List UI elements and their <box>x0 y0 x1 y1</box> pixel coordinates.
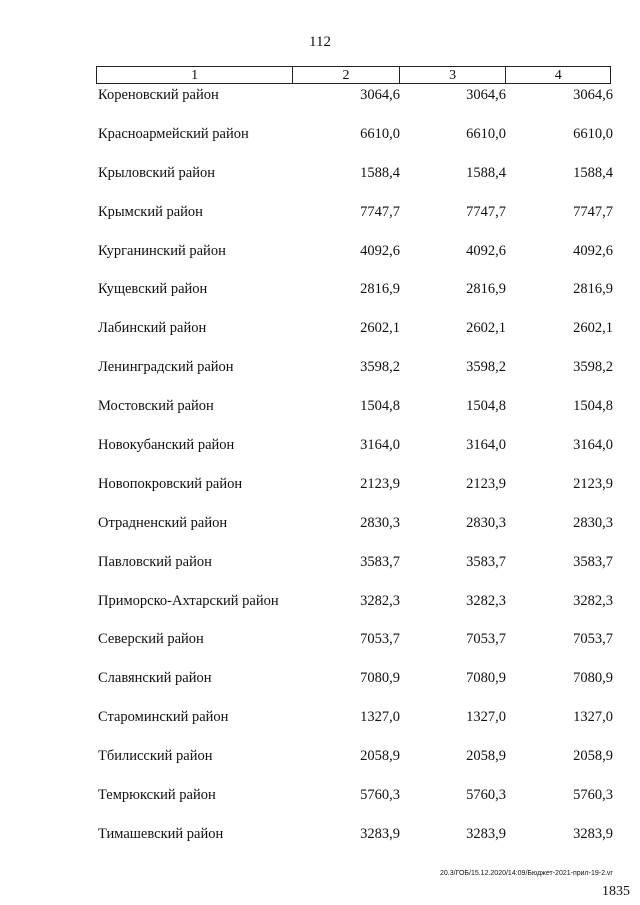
row-value-col2: 7053,7 <box>360 631 400 648</box>
row-value-col3: 2830,3 <box>466 514 506 531</box>
row-value-col2: 7747,7 <box>360 203 400 220</box>
row-value-col2: 3064,6 <box>360 87 400 103</box>
row-value-col2: 2058,9 <box>360 748 400 765</box>
row-value-col3: 3164,0 <box>466 437 506 454</box>
row-value-col4: 1588,4 <box>573 164 613 181</box>
table-row <box>0 317 640 356</box>
table-body <box>0 84 640 862</box>
row-value-col4: 4092,6 <box>573 242 613 259</box>
table-row <box>0 434 640 473</box>
row-name: Новокубанский район <box>98 437 235 454</box>
row-value-col4: 3064,6 <box>573 87 613 103</box>
row-name: Мостовский район <box>98 398 214 415</box>
row-name: Курганинский район <box>98 242 226 259</box>
table-row <box>0 551 640 590</box>
row-name: Красноармейский район <box>98 125 249 142</box>
row-name: Павловский район <box>98 553 212 570</box>
row-value-col2: 6610,0 <box>360 125 400 142</box>
row-name: Темрюкский район <box>98 787 216 804</box>
row-value-col2: 3164,0 <box>360 437 400 454</box>
row-value-col2: 3583,7 <box>360 553 400 570</box>
row-name: Кущевский район <box>98 281 208 298</box>
row-value-col2: 2602,1 <box>360 320 400 337</box>
row-value-col4: 1504,8 <box>573 398 613 415</box>
table-row <box>0 84 640 123</box>
row-value-col2: 3282,3 <box>360 592 400 609</box>
row-value-col2: 3598,2 <box>360 359 400 376</box>
table-row <box>0 240 640 279</box>
row-value-col4: 7053,7 <box>573 631 613 648</box>
table-row <box>0 123 640 162</box>
row-value-col4: 3583,7 <box>573 553 613 570</box>
row-value-col4: 2816,9 <box>573 281 613 298</box>
header-cell-4: 4 <box>554 68 562 83</box>
table-row <box>0 162 640 201</box>
row-value-col4: 2602,1 <box>573 320 613 337</box>
row-name: Лабинский район <box>98 320 207 337</box>
row-value-col2: 5760,3 <box>360 787 400 804</box>
row-value-col2: 2123,9 <box>360 475 400 492</box>
row-name: Северский район <box>98 631 204 648</box>
row-name: Крымский район <box>98 203 203 220</box>
row-value-col4: 7747,7 <box>573 203 613 220</box>
row-value-col4: 3164,0 <box>573 437 613 454</box>
row-value-col4: 3282,3 <box>573 592 613 609</box>
row-value-col3: 1504,8 <box>466 398 506 415</box>
row-value-col4: 3283,9 <box>573 825 613 842</box>
row-value-col3: 2816,9 <box>466 281 506 298</box>
row-value-col3: 2123,9 <box>466 475 506 492</box>
row-value-col3: 3282,3 <box>466 592 506 609</box>
row-value-col4: 5760,3 <box>573 787 613 804</box>
row-name: Крыловский район <box>98 164 215 181</box>
row-name: Отрадненский район <box>98 514 228 531</box>
row-value-col3: 3283,9 <box>466 825 506 842</box>
row-value-col3: 3583,7 <box>466 553 506 570</box>
row-value-col4: 7080,9 <box>573 670 613 687</box>
row-value-col3: 2602,1 <box>466 320 506 337</box>
row-value-col3: 4092,6 <box>466 242 506 259</box>
table-row <box>0 706 640 745</box>
footer-sheet-number: 1835 <box>602 884 630 899</box>
row-value-col3: 6610,0 <box>466 125 506 142</box>
row-name: Приморско-Ахтарский район <box>98 592 279 609</box>
row-name: Кореновский район <box>98 87 219 103</box>
row-value-col2: 3283,9 <box>360 825 400 842</box>
footer-reference: 20.3/ГОБ/15.12.2020/14:09/Бюджет-2021-прил-19-2.vr <box>440 870 613 877</box>
row-value-col3: 3064,6 <box>466 87 506 103</box>
row-value-col2: 7080,9 <box>360 670 400 687</box>
row-name: Тимашевский район <box>98 825 224 842</box>
header-cell-2: 2 <box>293 67 400 83</box>
header-cell-1: 1 <box>97 67 293 83</box>
row-value-col2: 2830,3 <box>360 514 400 531</box>
row-value-col3: 5760,3 <box>466 787 506 804</box>
row-value-col3: 2058,9 <box>466 748 506 765</box>
row-value-col3: 7053,7 <box>466 631 506 648</box>
header-cell-3: 3 <box>400 67 507 83</box>
row-value-col3: 7747,7 <box>466 203 506 220</box>
row-value-col4: 6610,0 <box>573 125 613 142</box>
table-row <box>0 278 640 317</box>
row-value-col3: 1588,4 <box>466 164 506 181</box>
row-value-col3: 7080,9 <box>466 670 506 687</box>
row-value-col4: 2123,9 <box>573 475 613 492</box>
row-value-col3: 1327,0 <box>466 709 506 726</box>
table-row <box>0 590 640 629</box>
row-value-col2: 1588,4 <box>360 164 400 181</box>
row-value-col2: 1327,0 <box>360 709 400 726</box>
table-row <box>0 356 640 395</box>
row-value-col3: 3598,2 <box>466 359 506 376</box>
table-row <box>0 473 640 512</box>
row-name: Староминский район <box>98 709 229 726</box>
table-row <box>0 745 640 784</box>
row-value-col4: 3598,2 <box>573 359 613 376</box>
table-row <box>0 784 640 823</box>
row-name: Ленинградский район <box>98 359 234 376</box>
table-row <box>0 395 640 434</box>
row-name: Тбилисский район <box>98 748 213 765</box>
row-value-col2: 1504,8 <box>360 398 400 415</box>
table-row <box>0 667 640 706</box>
table-row <box>0 628 640 667</box>
table-row <box>0 201 640 240</box>
page-number: 112 <box>309 34 331 50</box>
row-value-col4: 1327,0 <box>573 709 613 726</box>
row-value-col2: 2816,9 <box>360 281 400 298</box>
row-value-col2: 4092,6 <box>360 242 400 259</box>
row-value-col4: 2830,3 <box>573 514 613 531</box>
row-name: Славянский район <box>98 670 212 687</box>
table-row <box>0 512 640 551</box>
table-row <box>0 823 640 862</box>
row-value-col4: 2058,9 <box>573 748 613 765</box>
row-name: Новопокровский район <box>98 475 243 492</box>
table-header <box>96 66 611 84</box>
